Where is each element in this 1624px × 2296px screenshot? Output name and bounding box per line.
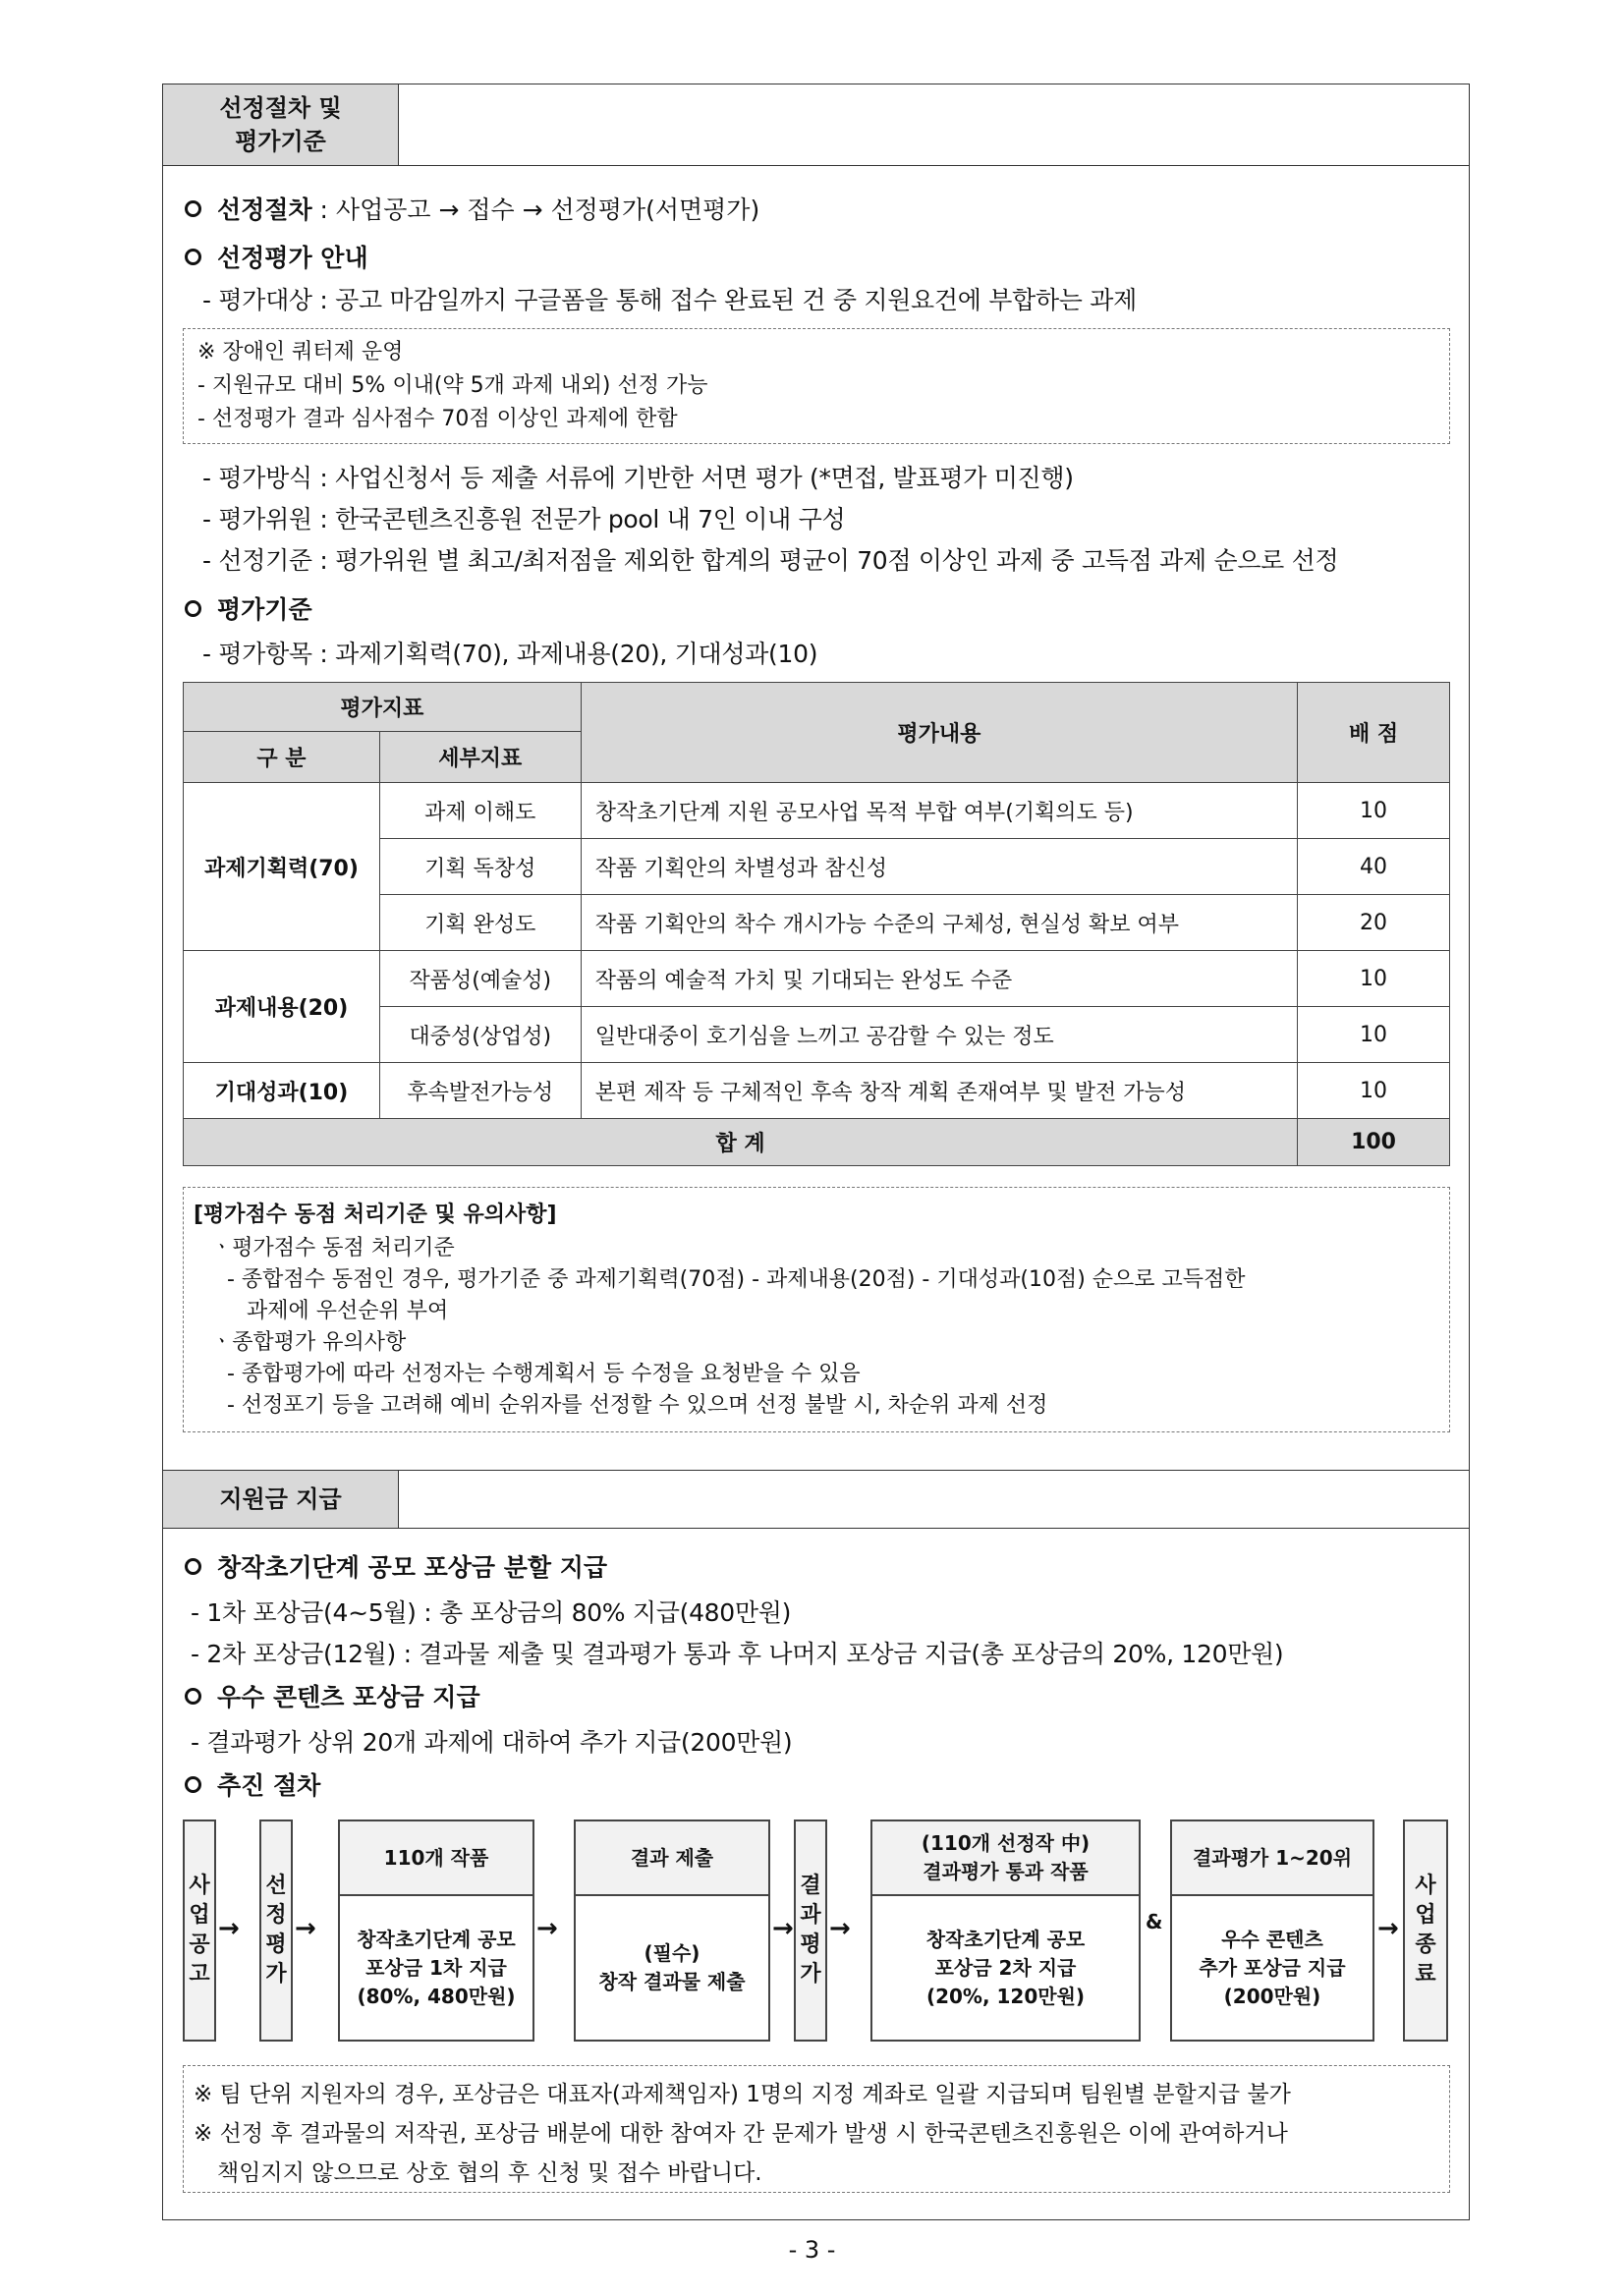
circle-bullet-icon bbox=[185, 600, 201, 617]
content-cell: 작품 기획안의 차별성과 참신성 bbox=[581, 839, 1297, 895]
evaluation-table bbox=[183, 682, 1450, 1166]
header-eval-index: 평가지표 bbox=[184, 683, 582, 732]
table-row bbox=[184, 951, 1450, 1007]
note1-line: ※ 장애인 쿼터제 운영 bbox=[197, 340, 404, 364]
flow-text: 포상금 1차 지급 bbox=[365, 1955, 507, 1980]
content-cell: 작품의 예술적 가치 및 기대되는 완성도 수준 bbox=[581, 951, 1297, 1007]
page-number: - 3 - bbox=[788, 2236, 836, 2264]
flow-step-completion bbox=[1403, 1820, 1448, 2042]
flow-step-submission bbox=[574, 1820, 770, 2042]
content-cell: 일반대중이 호기심을 느끼고 공감할 수 있는 정도 bbox=[581, 1007, 1297, 1063]
flow-box-header: 결과평가 1~20위 bbox=[1172, 1821, 1372, 1896]
flow-text: 결과평가 통과 작품 bbox=[923, 1860, 1089, 1883]
note2-title: [평가점수 동점 처리기준 및 유의사항] bbox=[194, 1203, 557, 1227]
category-planning: 과제기획력(70) bbox=[184, 783, 380, 951]
header-eval-content: 평가내용 bbox=[581, 683, 1297, 783]
flow-char: 업 bbox=[1415, 1903, 1436, 1928]
score-cell: 20 bbox=[1298, 895, 1450, 951]
note3-line: 책임지지 않으므로 상호 협의 후 신청 및 접수 바랍니다. bbox=[217, 2160, 762, 2186]
score-cell: 40 bbox=[1298, 839, 1450, 895]
table-row bbox=[184, 783, 1450, 839]
note2-line: 과제에 우선순위 부여 bbox=[247, 1299, 449, 1323]
note2-line: ㆍ평가점수 동점 처리기준 bbox=[211, 1236, 455, 1260]
flow-arrow-icon: → bbox=[1377, 1914, 1399, 1943]
section-header-selection bbox=[163, 84, 1469, 166]
flow-box-body bbox=[1172, 1896, 1372, 2040]
flow-char: 선 bbox=[265, 1874, 287, 1898]
table-total-row bbox=[184, 1119, 1450, 1166]
flow-text: (필수) bbox=[644, 1941, 700, 1965]
flow-char: 평 bbox=[265, 1932, 287, 1957]
split-line-2: - 2차 포상금(12월) : 결과물 제출 및 결과평가 통과 후 나머지 포상금 지급(총 포상금의 20%, 120만원) bbox=[191, 1640, 1284, 1668]
flow-char: 종 bbox=[1415, 1932, 1436, 1957]
note2-line: - 종합점수 동점인 경우, 평가기준 중 과제기획력(70점) - 과제내용(20점) - 기대성과(10점) 순으로 고득점한 bbox=[227, 1267, 1246, 1292]
flow-text: 추가 포상금 지급 bbox=[1199, 1955, 1346, 1980]
flow-text: (20%, 120만원) bbox=[925, 1984, 1086, 2008]
flow-char: 정 bbox=[265, 1903, 287, 1928]
flow-step-second-payment bbox=[870, 1820, 1141, 2042]
flow-step-selection bbox=[259, 1820, 293, 2042]
section-tag-line2: 평가기준 bbox=[235, 128, 326, 155]
flow-char: 고 bbox=[189, 1962, 210, 1987]
excel-line-1: - 결과평가 상위 20개 과제에 대하여 추가 지급(200만원) bbox=[191, 1728, 793, 1757]
circle-bullet-icon bbox=[185, 1776, 201, 1793]
total-value: 100 bbox=[1298, 1119, 1450, 1166]
sub-index-cell: 작품성(예술성) bbox=[379, 951, 581, 1007]
note2-line: - 선정포기 등을 고려해 예비 순위자를 선정할 수 있으며 선정 불발 시, 차순위 과제 선정 bbox=[227, 1393, 1048, 1418]
flow-box-header: 결과 제출 bbox=[576, 1821, 768, 1896]
eval-title: 평가기준 bbox=[217, 595, 312, 624]
eval-title-line bbox=[185, 590, 312, 626]
flow-box-header: 110개 작품 bbox=[340, 1821, 532, 1896]
guide-title: 선정평가 안내 bbox=[217, 244, 368, 272]
split-line-1: - 1차 포상금(4~5월) : 총 포상금의 80% 지급(480만원) bbox=[191, 1598, 792, 1627]
flow-arrow-icon: → bbox=[829, 1914, 851, 1943]
eval-target: - 평가대상 : 공고 마감일까지 구글폼을 통해 접수 완료된 건 중 지원요건에 부합하는 과제 bbox=[202, 286, 1138, 314]
flow-text: 우수 콘텐츠 bbox=[1221, 1927, 1323, 1951]
content-frame bbox=[162, 84, 1470, 2220]
ampersand-connector: & bbox=[1146, 1910, 1163, 1933]
flow-box-body bbox=[576, 1896, 768, 2040]
split-title: 창작초기단계 공모 포상금 분할 지급 bbox=[217, 1553, 608, 1582]
content-cell: 본편 제작 등 구체적인 후속 창작 계획 존재여부 및 발전 가능성 bbox=[581, 1063, 1297, 1119]
flow-arrow-icon: → bbox=[772, 1914, 794, 1943]
eval-items: - 평가항목 : 과제기획력(70), 과제내용(20), 기대성과(10) bbox=[202, 640, 818, 668]
section-tag-selection bbox=[163, 84, 399, 165]
header-score: 배 점 bbox=[1298, 683, 1450, 783]
flow-title: 추진 절차 bbox=[217, 1771, 321, 1800]
procedure-line bbox=[185, 191, 759, 226]
flow-box-body bbox=[340, 1896, 532, 2040]
table-row bbox=[184, 1063, 1450, 1119]
flow-arrow-icon: → bbox=[218, 1914, 240, 1943]
section-tag-line1: 선정절차 및 bbox=[219, 94, 342, 122]
flow-arrow-icon: → bbox=[536, 1914, 558, 1943]
header-category: 구 분 bbox=[184, 732, 380, 783]
flow-char: 평 bbox=[800, 1932, 821, 1957]
eval-method: - 평가방식 : 사업신청서 등 제출 서류에 기반한 서면 평가 (*면접, 발표평가 미진행) bbox=[202, 464, 1074, 492]
tie-break-note bbox=[183, 1187, 1450, 1432]
note3-line: ※ 선정 후 결과물의 저작권, 포상금 배분에 대한 참여자 간 문제가 발생 시 한국콘텐츠진흥원은 이에 관여하거나 bbox=[194, 2121, 1288, 2147]
flow-char: 과 bbox=[800, 1903, 821, 1928]
flow-char: 가 bbox=[265, 1962, 287, 1987]
header-sub-index: 세부지표 bbox=[379, 732, 581, 783]
flow-text: (200만원) bbox=[1223, 1984, 1321, 2008]
flow-step-result-eval bbox=[794, 1820, 827, 2042]
sub-index-cell: 과제 이해도 bbox=[379, 783, 581, 839]
flow-char: 가 bbox=[800, 1962, 821, 1987]
score-cell: 10 bbox=[1298, 1007, 1450, 1063]
circle-bullet-icon bbox=[185, 1558, 201, 1575]
note3-line: ※ 팀 단위 지원자의 경우, 포상금은 대표자(과제책임자) 1명의 지정 계좌로 일괄 지급되며 팀원별 분할지급 불가 bbox=[194, 2082, 1291, 2107]
flow-arrow-icon: → bbox=[295, 1914, 316, 1943]
guide-title-line bbox=[185, 239, 368, 274]
flow-text: 창작 결과물 제출 bbox=[598, 1970, 746, 1993]
disability-quota-note bbox=[183, 328, 1450, 444]
circle-bullet-icon bbox=[185, 249, 201, 265]
flow-text: (80%, 480만원) bbox=[357, 1984, 516, 2008]
flow-text: 포상금 2차 지급 bbox=[934, 1955, 1077, 1980]
split-title-line bbox=[185, 1548, 607, 1584]
note1-line: - 선정평가 결과 심사점수 70점 이상인 과제에 한함 bbox=[197, 407, 678, 431]
content-cell: 작품 기획안의 착수 개시가능 수준의 구체성, 현실성 확보 여부 bbox=[581, 895, 1297, 951]
selection-criteria: - 선정기준 : 평가위원 별 최고/최저점을 제외한 합계의 평균이 70점 이상인 과제 중 고득점 과제 순으로 선정 bbox=[202, 546, 1339, 575]
circle-bullet-icon bbox=[185, 1688, 201, 1705]
note2-line: - 종합평가에 따라 선정자는 수행계획서 등 수정을 요청받을 수 있음 bbox=[227, 1362, 861, 1386]
flow-char: 사 bbox=[189, 1874, 210, 1898]
excel-title-line bbox=[185, 1678, 480, 1713]
flow-step-excellence-payment bbox=[1170, 1820, 1374, 2042]
flow-char: 공 bbox=[189, 1932, 210, 1957]
flow-step-announcement bbox=[183, 1820, 216, 2042]
flow-text: 창작초기단계 공모 bbox=[357, 1927, 516, 1951]
score-cell: 10 bbox=[1298, 783, 1450, 839]
sub-index-cell: 기획 독창성 bbox=[379, 839, 581, 895]
note1-line: - 지원규모 대비 5% 이내(약 5개 과제 내외) 선정 가능 bbox=[197, 373, 708, 398]
procedure-label: 선정절차 bbox=[217, 196, 312, 224]
total-label: 합 계 bbox=[184, 1119, 1298, 1166]
section-tag-payment: 지원금 지급 bbox=[163, 1471, 399, 1528]
category-content: 과제내용(20) bbox=[184, 951, 380, 1063]
flow-box-body bbox=[872, 1896, 1139, 2040]
section-header-payment bbox=[163, 1470, 1469, 1529]
flow-char: 료 bbox=[1415, 1962, 1436, 1987]
score-cell: 10 bbox=[1298, 1063, 1450, 1119]
sub-index-cell: 후속발전가능성 bbox=[379, 1063, 581, 1119]
procedure-text: : 사업공고 → 접수 → 선정평가(서면평가) bbox=[311, 196, 760, 224]
flow-char: 업 bbox=[189, 1903, 210, 1928]
flow-title-line bbox=[185, 1766, 320, 1802]
flow-char: 결 bbox=[800, 1874, 821, 1898]
flow-step-first-payment bbox=[338, 1820, 534, 2042]
excel-title: 우수 콘텐츠 포상금 지급 bbox=[217, 1683, 480, 1711]
flow-text: (110개 선정작 中) bbox=[921, 1831, 1091, 1855]
circle-bullet-icon bbox=[185, 200, 201, 217]
flow-char: 사 bbox=[1415, 1874, 1436, 1898]
score-cell: 10 bbox=[1298, 951, 1450, 1007]
payment-note bbox=[183, 2065, 1450, 2193]
note2-line: ㆍ종합평가 유의사항 bbox=[211, 1330, 407, 1355]
category-outcome: 기대성과(10) bbox=[184, 1063, 380, 1119]
flow-text: 창작초기단계 공모 bbox=[925, 1927, 1086, 1951]
sub-index-cell: 기획 완성도 bbox=[379, 895, 581, 951]
content-cell: 창작초기단계 지원 공모사업 목적 부합 여부(기획의도 등) bbox=[581, 783, 1297, 839]
sub-index-cell: 대중성(상업성) bbox=[379, 1007, 581, 1063]
eval-committee: - 평가위원 : 한국콘텐츠진흥원 전문가 pool 내 7인 이내 구성 bbox=[202, 505, 846, 533]
flow-box-header bbox=[872, 1821, 1139, 1896]
